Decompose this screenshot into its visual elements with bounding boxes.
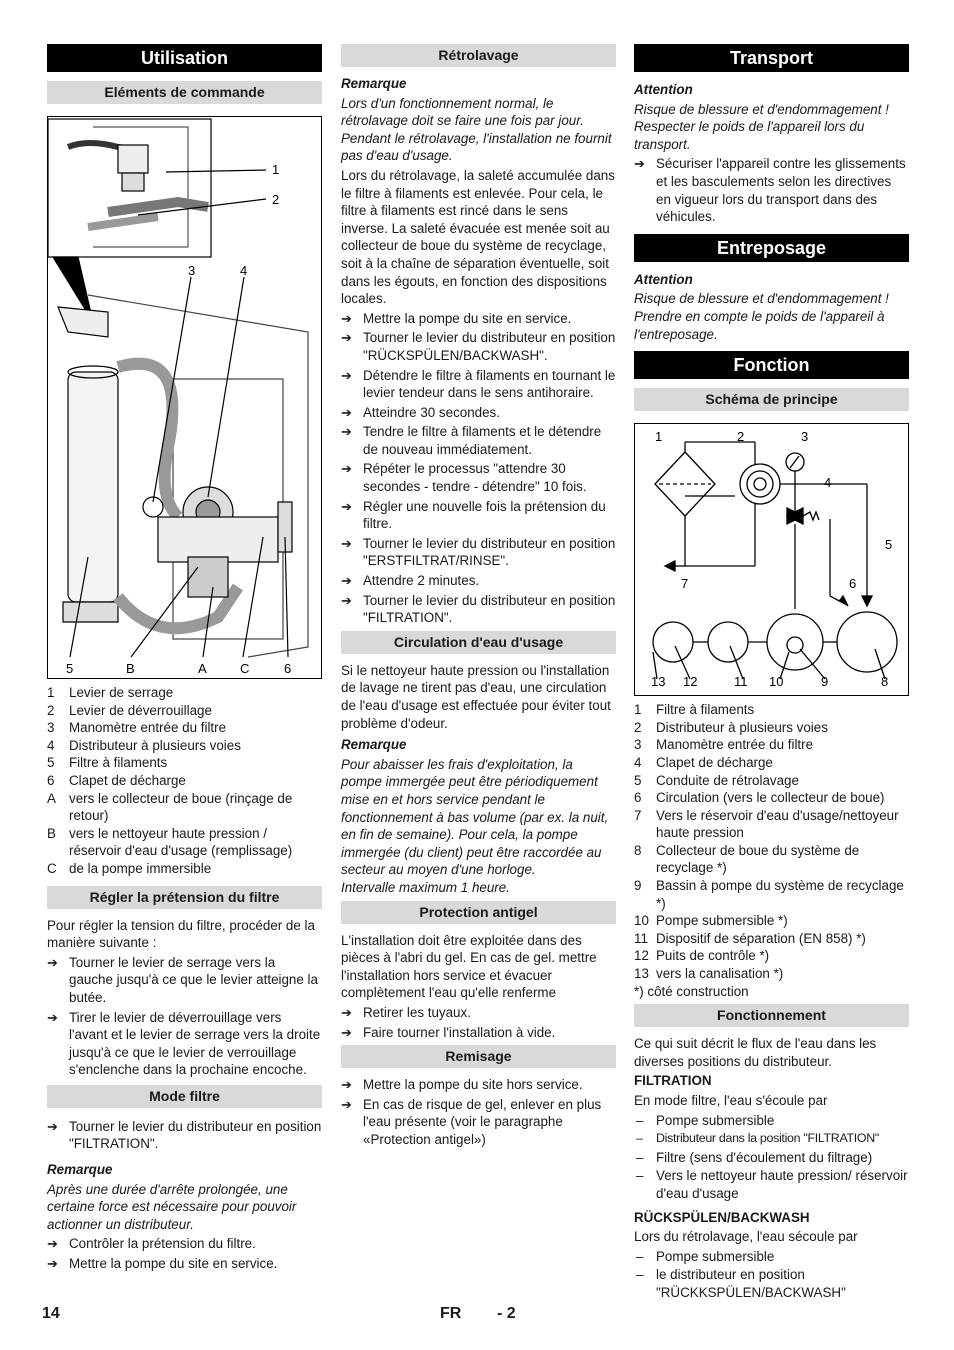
- list-item: 1 Filtre à filaments: [634, 702, 755, 718]
- remark-label: Remarque: [341, 76, 407, 91]
- arrow-icon: ➔: [341, 404, 352, 420]
- list-item: 10 Pompe submersible *): [634, 913, 788, 929]
- transport-warning: Risque de blessure et d'endommagement ! Respecter le poids de l'appareil lors du transport.: [634, 101, 889, 152]
- schema-diagram: [635, 424, 908, 695]
- arrow-icon: ➔: [341, 498, 352, 514]
- fig2-label-5: 5: [885, 537, 893, 553]
- schema-legend: [634, 701, 909, 1000]
- list-item: 8 Collecteur de boue du système de recyclage *): [634, 842, 860, 876]
- list-item: 13 vers la canalisation *): [634, 966, 784, 982]
- arrow-icon: ➔: [341, 461, 352, 477]
- step-item: ➔ Attendre 2 minutes.: [341, 573, 480, 589]
- fig2-label-10: 10: [769, 674, 784, 690]
- arrow-icon: ➔: [341, 367, 352, 383]
- arrow-icon: ➔: [341, 1024, 352, 1040]
- arrow-icon: ➔: [341, 1096, 352, 1112]
- step-item: ➔ Tourner le levier du distributeur en position "RÜCKSPÜLEN/BACKWASH".: [341, 330, 616, 363]
- schema-heading: Schéma de principe: [634, 388, 909, 411]
- fig1-label-5: 5: [66, 661, 74, 676]
- fig2-label-13: 13: [651, 674, 666, 690]
- list-item: 6 Clapet de décharge: [47, 772, 186, 788]
- retrolavage-heading: Rétrolavage: [341, 44, 616, 67]
- step-item: ➔ Mettre la pompe du site hors service.: [341, 1077, 583, 1093]
- circulation-interval: Intervalle maximum 1 heure.: [341, 879, 510, 895]
- section-utilisation-heading: Utilisation: [47, 44, 322, 72]
- circulation-heading: Circulation d'eau d'usage: [341, 631, 616, 654]
- elements-heading: Eléments de commande: [47, 81, 322, 104]
- mode-remark: Après une durée d'arrête prolongée, une certaine force est nécessaire pour pouvoir actionner un distributeur.: [47, 1181, 297, 1232]
- list-item: – Filtre (sens d'écoulement du filtrage): [636, 1149, 873, 1165]
- step-item: ➔ Tourner le levier de serrage vers la gauche jusqu'à ce que le levier atteigne la butée.: [47, 954, 318, 1005]
- fig2-label-7: 7: [681, 576, 689, 592]
- arrow-icon: ➔: [47, 1236, 58, 1252]
- fig2-label-4: 4: [824, 475, 832, 491]
- fonctionnement-heading: Fonctionnement: [634, 1004, 909, 1027]
- arrow-icon: ➔: [47, 1256, 58, 1272]
- fig1-label-2: 2: [272, 192, 280, 207]
- fig2-label-3: 3: [801, 429, 809, 445]
- column-1: [47, 44, 322, 1275]
- arrow-icon: ➔: [47, 1118, 58, 1134]
- fig1-label-4: 4: [240, 263, 248, 278]
- fig1-label-a: A: [198, 661, 207, 676]
- list-item: 12 Puits de contrôle *): [634, 948, 770, 964]
- fig1-label-6: 6: [284, 661, 292, 676]
- list-item: 3 Manomètre entrée du filtre: [47, 720, 227, 736]
- attention-label: Attention: [634, 82, 693, 97]
- step-item: ➔ Tourner le levier du distributeur en position "FILTRATION".: [341, 592, 616, 626]
- backwash-title: RÜCKSPÜLEN/BACKWASH: [634, 1209, 810, 1225]
- step-item: ➔ Détendre le filtre à filaments en tournant le levier tendeur dans le sens antihoraire.: [341, 367, 616, 401]
- controls-figure: [47, 116, 322, 679]
- legend-note: *) côté construction: [634, 983, 749, 999]
- pretension-intro: Pour régler la tension du filtre, procéder de la manière suivante :: [47, 917, 315, 951]
- list-item: C de la pompe immersible: [47, 860, 212, 876]
- circulation-remark: Pour abaisser les frais d'exploitation, la pompe immergée peut être périodiquement mise en et hors service pendant le fonctionnement à bas volume (par ex. la nuit, en fin de semaine). Pour cela, la pompe immergée (du client) peut être raccordée au secteur au moyen d'une horloge.: [341, 756, 609, 878]
- arrow-icon: ➔: [341, 592, 352, 608]
- page-number: 14: [42, 1305, 60, 1322]
- list-item: A vers le collecteur de boue (rinçage de retour): [47, 790, 293, 824]
- pretension-heading: Régler la prétension du filtre: [47, 886, 322, 909]
- arrow-icon: ➔: [341, 310, 352, 326]
- step-item: ➔ Mettre la pompe du site en service.: [341, 310, 572, 326]
- column-3: [634, 44, 909, 1303]
- entreposage-heading: Entreposage: [634, 234, 909, 262]
- fig2-label-9: 9: [821, 674, 829, 690]
- list-item: 9 Bassin à pompe du système de recyclage *): [634, 878, 904, 911]
- antigel-heading: Protection antigel: [341, 901, 616, 924]
- retro-remark: Lors d'un fonctionnement normal, le rétrolavage doit se faire une fois par jour. Pendant le rétrolavage, l'installation ne fournit pas d'eau d'usage.: [341, 95, 612, 164]
- step-item: ➔ Sécuriser l'appareil contre les glissements et les basculements selon les directives en vigueur lors du transport dans des véhicules.: [634, 156, 906, 225]
- list-item: 4 Clapet de décharge: [634, 754, 773, 770]
- step-item: ➔ En cas de risque de gel, enlever en plus l'eau présente (voir le paragraphe «Protection antigel»): [341, 1096, 602, 1147]
- list-item: 2 Distributeur à plusieurs voies: [634, 719, 828, 735]
- arrow-icon: ➔: [47, 954, 58, 970]
- fig1-label-c: C: [240, 661, 250, 676]
- arrow-icon: ➔: [341, 424, 352, 440]
- list-item: 5 Conduite de rétrolavage: [634, 772, 799, 788]
- list-item: 1 Levier de serrage: [47, 685, 174, 700]
- circulation-text: Si le nettoyeur haute pression ou l'installation de lavage ne tirent pas d'eau, une circulation de l'eau d'usage est effectuée pour éviter tout problème d'odeur.: [341, 662, 611, 731]
- column-2: [341, 44, 616, 1150]
- arrow-icon: ➔: [341, 1077, 352, 1093]
- fig2-label-12: 12: [683, 674, 698, 690]
- list-item: 7 Vers le réservoir d'eau d'usage/nettoyeur haute pression: [634, 807, 899, 841]
- antigel-text: L'installation doit être exploitée dans des pièces à l'abri du gel. En cas de gel. mettre l'installation hors service et évacuer complètement l'eau qu'elle renferme: [341, 932, 597, 1001]
- fig1-label-1: 1: [272, 162, 280, 177]
- list-item: 4 Distributeur à plusieurs voies: [47, 737, 241, 753]
- step-item: ➔ Tourner le levier du distributeur en position "FILTRATION".: [47, 1118, 322, 1152]
- retro-text: Lors du rétrolavage, la saleté accumulée dans le filtre à filaments est enlevée. Pour cela, le filtre à filaments est rincé dans le sens inverse. La saleté évacuée est menée soit au collecteur de boue du système de recyclage, soit à la chaîne de séparation éventuelle, soit dans les égouts, en fonction des dispositions locales.: [341, 167, 615, 307]
- list-item: 5 Filtre à filaments: [47, 755, 168, 771]
- list-item: – Vers le nettoyeur haute pression/ réservoir d'eau d'usage: [636, 1168, 908, 1201]
- remark-label: Remarque: [47, 1162, 113, 1178]
- list-item: – Pompe submersible: [636, 1248, 775, 1264]
- remark-label: Remarque: [341, 737, 407, 753]
- fig2-label-6: 6: [849, 576, 857, 592]
- fig2-label-1: 1: [655, 429, 663, 445]
- fig1-label-b: B: [126, 661, 135, 676]
- controls-legend: [47, 684, 322, 878]
- fig2-label-8: 8: [881, 674, 889, 690]
- arrow-icon: ➔: [341, 330, 352, 346]
- language-code: FR: [440, 1305, 462, 1322]
- page-sub-number: - 2: [497, 1305, 516, 1322]
- step-item: ➔ Retirer les tuyaux.: [341, 1004, 471, 1020]
- fonction-heading: Fonction: [634, 351, 909, 379]
- arrow-icon: ➔: [634, 156, 645, 172]
- fig1-label-3: 3: [188, 263, 196, 278]
- fig2-label-11: 11: [734, 674, 748, 690]
- fig2-label-2: 2: [737, 429, 745, 445]
- step-item: ➔ Tourner le levier du distributeur en position "ERSTFILTRAT/RINSE".: [341, 535, 616, 569]
- list-item: 11 Dispositif de séparation (EN 858) *): [634, 930, 866, 946]
- step-item: ➔ Mettre la pompe du site en service.: [47, 1256, 278, 1272]
- filtration-title: FILTRATION: [634, 1073, 712, 1089]
- list-item: 6 Circulation (vers le collecteur de boue): [634, 790, 885, 806]
- schema-figure: [634, 423, 909, 696]
- step-item: ➔ Faire tourner l'installation à vide.: [341, 1024, 556, 1040]
- step-item: ➔ Contrôler la prétension du filtre.: [47, 1236, 256, 1252]
- fonctionnement-text: Ce qui suit décrit le flux de l'eau dans les diverses positions du distributeur.: [634, 1036, 877, 1069]
- arrow-icon: ➔: [47, 1009, 58, 1025]
- list-item: – Distributeur dans la position "FILTRATION": [636, 1131, 879, 1146]
- arrow-icon: ➔: [341, 535, 352, 551]
- list-item: 3 Manomètre entrée du filtre: [634, 737, 814, 753]
- arrow-icon: ➔: [341, 573, 352, 589]
- mode-filtre-heading: Mode filtre: [47, 1085, 322, 1108]
- step-item: ➔ Régler une nouvelle fois la prétension du filtre.: [341, 498, 606, 532]
- arrow-icon: ➔: [341, 1004, 352, 1020]
- controls-illustration: [48, 117, 321, 678]
- backwash-intro: Lors du rétrolavage, l'eau sécoule par: [634, 1229, 858, 1245]
- remisage-heading: Remisage: [341, 1045, 616, 1068]
- entreposage-warning: Risque de blessure et d'endommagement ! Prendre en compte le poids de l'appareil à l'entreposage.: [634, 291, 889, 342]
- attention-label: Attention: [634, 271, 693, 287]
- transport-heading: Transport: [634, 44, 909, 72]
- filtration-intro: En mode filtre, l'eau s'écoule par: [634, 1093, 828, 1108]
- list-item: – Pompe submersible: [636, 1112, 775, 1128]
- step-item: ➔ Tendre le filtre à filaments et le détendre de nouveau immédiatement.: [341, 424, 602, 457]
- step-item: ➔ Atteindre 30 secondes.: [341, 404, 500, 420]
- list-item: 2 Levier de déverrouillage: [47, 702, 212, 718]
- step-item: ➔ Répéter le processus "attendre 30 secondes - tendre - détendre" 10 fois.: [341, 461, 587, 495]
- step-item: ➔ Tirer le levier de déverrouillage vers l'avant et le levier de serrage vers la droite jusqu'à ce que le levier de verrouillage s'enclenche dans la prochaine encoche.: [47, 1009, 321, 1078]
- list-item: B vers le nettoyeur haute pression / réservoir d'eau d'usage (remplissage): [47, 825, 293, 859]
- list-item: – le distributeur en position "RÜCKKSPÜLEN/BACKWASH": [636, 1267, 846, 1300]
